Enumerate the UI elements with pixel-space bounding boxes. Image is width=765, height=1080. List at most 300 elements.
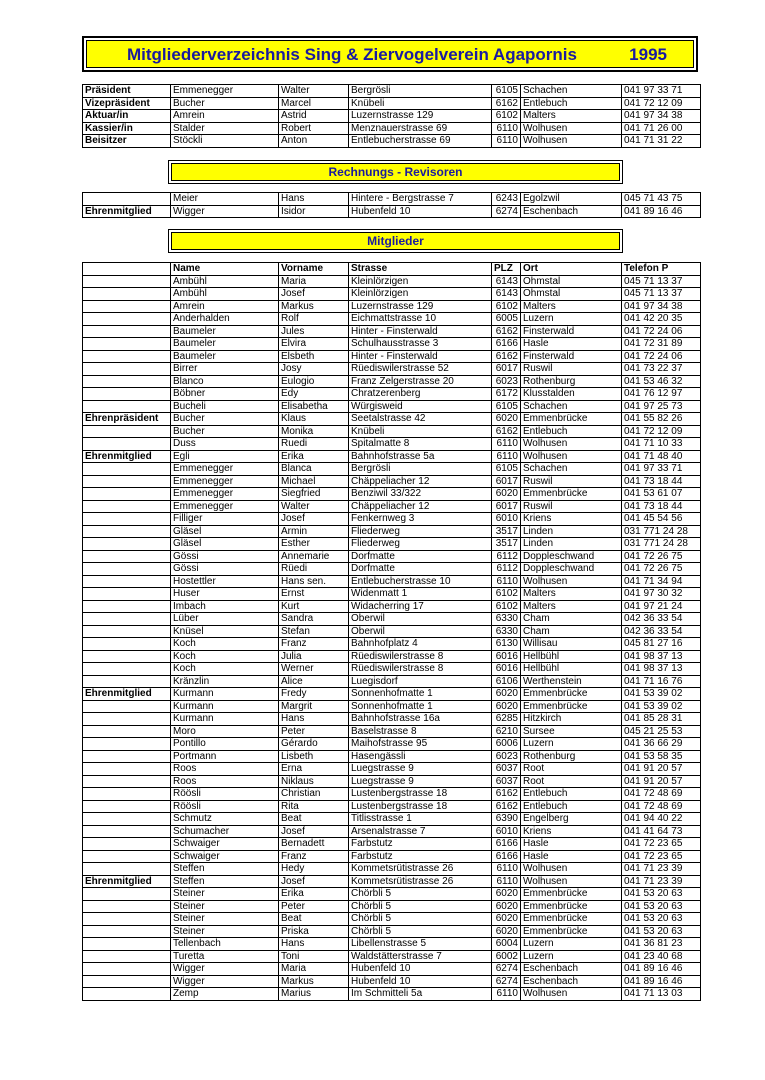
cell-strasse: Fliederweg xyxy=(349,525,492,538)
header-role xyxy=(83,263,171,276)
cell-role xyxy=(83,500,171,513)
cell-role xyxy=(83,438,171,451)
cell-name: Blanco xyxy=(171,375,279,388)
cell-ort: Emmenbrücke xyxy=(521,913,622,926)
cell-plz: 6020 xyxy=(492,688,521,701)
revisoren-table xyxy=(82,192,701,218)
cell-strasse: Hasengässli xyxy=(349,750,492,763)
cell-ort: Klusstalden xyxy=(521,388,622,401)
cell-vorname: Markus xyxy=(279,975,349,988)
cell-vorname: Niklaus xyxy=(279,775,349,788)
table-row xyxy=(83,363,701,376)
cell-name: Schumacher xyxy=(171,825,279,838)
cell-plz: 6010 xyxy=(492,825,521,838)
table-row xyxy=(83,110,701,123)
cell-name: Emmenegger xyxy=(171,85,279,98)
cell-strasse: Kleinlörzigen xyxy=(349,288,492,301)
cell-plz: 6162 xyxy=(492,97,521,110)
cell-vorname: Siegfried xyxy=(279,488,349,501)
cell-name: Gössi xyxy=(171,563,279,576)
document-year: 1995 xyxy=(629,45,667,64)
cell-name: Kurmann xyxy=(171,713,279,726)
cell-strasse: Hubenfeld 10 xyxy=(349,963,492,976)
cell-telefon: 041 72 23 65 xyxy=(622,850,701,863)
cell-strasse: Chörbli 5 xyxy=(349,888,492,901)
cell-name: Anderhalden xyxy=(171,313,279,326)
cell-vorname: Erika xyxy=(279,888,349,901)
cell-telefon: 041 71 48 40 xyxy=(622,450,701,463)
table-row xyxy=(83,475,701,488)
cell-plz: 6162 xyxy=(492,425,521,438)
cell-role: Ehrenmitglied xyxy=(83,875,171,888)
cell-vorname: Isidor xyxy=(279,205,349,218)
table-row xyxy=(83,413,701,426)
cell-name: Stalder xyxy=(171,122,279,135)
cell-name: Schmutz xyxy=(171,813,279,826)
cell-ort: Emmenbrücke xyxy=(521,700,622,713)
cell-name: Lüber xyxy=(171,613,279,626)
cell-telefon: 041 71 26 00 xyxy=(622,122,701,135)
cell-plz: 3517 xyxy=(492,538,521,551)
cell-ort: Schachen xyxy=(521,85,622,98)
document-title-fill xyxy=(86,40,694,68)
table-row xyxy=(83,975,701,988)
cell-plz: 6166 xyxy=(492,850,521,863)
cell-name: Baumeler xyxy=(171,350,279,363)
cell-ort: Egolzwil xyxy=(521,193,622,206)
cell-role xyxy=(83,888,171,901)
members-table-body xyxy=(83,263,701,1001)
cell-ort: Root xyxy=(521,775,622,788)
cell-vorname: Esther xyxy=(279,538,349,551)
cell-ort: Ohmstal xyxy=(521,275,622,288)
cell-strasse: Dorfmatte xyxy=(349,550,492,563)
table-row xyxy=(83,122,701,135)
cell-telefon: 041 89 16 46 xyxy=(622,975,701,988)
cell-name: Emmenegger xyxy=(171,488,279,501)
cell-role xyxy=(83,813,171,826)
cell-plz: 6162 xyxy=(492,800,521,813)
table-row xyxy=(83,663,701,676)
cell-role xyxy=(83,600,171,613)
cell-name: Meier xyxy=(171,193,279,206)
cell-vorname: Beat xyxy=(279,913,349,926)
cell-plz: 6037 xyxy=(492,763,521,776)
cell-role: Ehrenpräsident xyxy=(83,413,171,426)
cell-telefon: 041 71 31 22 xyxy=(622,135,701,148)
cell-strasse: Libellenstrasse 5 xyxy=(349,938,492,951)
table-row xyxy=(83,325,701,338)
cell-plz: 6020 xyxy=(492,913,521,926)
cell-strasse: Farbstutz xyxy=(349,850,492,863)
cell-name: Gläsel xyxy=(171,538,279,551)
cell-name: Bucher xyxy=(171,413,279,426)
cell-telefon: 041 97 30 32 xyxy=(622,588,701,601)
revisoren-title: Rechnungs - Revisoren xyxy=(171,163,620,181)
cell-telefon: 041 98 37 13 xyxy=(622,650,701,663)
cell-role xyxy=(83,788,171,801)
cell-role xyxy=(83,338,171,351)
cell-telefon: 041 42 20 35 xyxy=(622,313,701,326)
cell-strasse: Hubenfeld 10 xyxy=(349,975,492,988)
cell-role xyxy=(83,925,171,938)
table-row xyxy=(83,913,701,926)
cell-strasse: Fenkernweg 3 xyxy=(349,513,492,526)
document-title: Mitgliederverzeichnis Sing & Ziervogelverein Agapornis xyxy=(127,45,577,64)
cell-vorname: Fredy xyxy=(279,688,349,701)
cell-vorname: Klaus xyxy=(279,413,349,426)
cell-role xyxy=(83,550,171,563)
cell-name: Pontillo xyxy=(171,738,279,751)
cell-ort: Entlebuch xyxy=(521,97,622,110)
cell-telefon: 041 97 25 73 xyxy=(622,400,701,413)
cell-strasse: Franz Zelgerstrasse 20 xyxy=(349,375,492,388)
cell-telefon: 041 72 12 09 xyxy=(622,425,701,438)
cell-telefon: 031 771 24 28 xyxy=(622,538,701,551)
cell-strasse: Chörbli 5 xyxy=(349,913,492,926)
cell-vorname: Marius xyxy=(279,988,349,1001)
cell-telefon: 041 91 20 57 xyxy=(622,763,701,776)
table-row xyxy=(83,938,701,951)
cell-vorname: Christian xyxy=(279,788,349,801)
cell-plz: 6010 xyxy=(492,513,521,526)
table-row xyxy=(83,875,701,888)
cell-telefon: 041 45 54 56 xyxy=(622,513,701,526)
cell-telefon: 041 71 10 33 xyxy=(622,438,701,451)
cell-role xyxy=(83,663,171,676)
cell-strasse: Oberwil xyxy=(349,625,492,638)
cell-ort: Linden xyxy=(521,538,622,551)
cell-role xyxy=(83,738,171,751)
cell-role xyxy=(83,750,171,763)
cell-strasse: Bahnhofstrasse 16a xyxy=(349,713,492,726)
cell-ort: Ruswil xyxy=(521,500,622,513)
cell-role: Ehrenmitglied xyxy=(83,450,171,463)
board-table xyxy=(82,84,701,148)
cell-plz: 6105 xyxy=(492,400,521,413)
table-row xyxy=(83,85,701,98)
table-row xyxy=(83,500,701,513)
cell-strasse: Entlebucherstrasse 10 xyxy=(349,575,492,588)
cell-vorname: Margrit xyxy=(279,700,349,713)
cell-telefon: 041 85 28 31 xyxy=(622,713,701,726)
table-row xyxy=(83,300,701,313)
cell-vorname: Peter xyxy=(279,725,349,738)
cell-ort: Engelberg xyxy=(521,813,622,826)
table-row xyxy=(83,193,701,206)
cell-telefon: 045 81 27 16 xyxy=(622,638,701,651)
cell-name: Baumeler xyxy=(171,325,279,338)
table-row xyxy=(83,850,701,863)
cell-role xyxy=(83,850,171,863)
cell-name: Steiner xyxy=(171,888,279,901)
cell-plz: 6017 xyxy=(492,500,521,513)
table-row xyxy=(83,713,701,726)
cell-plz: 6020 xyxy=(492,488,521,501)
cell-telefon: 041 36 81 23 xyxy=(622,938,701,951)
cell-ort: Emmenbrücke xyxy=(521,900,622,913)
cell-telefon: 041 97 34 38 xyxy=(622,110,701,123)
table-row xyxy=(83,788,701,801)
cell-ort: Wolhusen xyxy=(521,988,622,1001)
cell-ort: Luzern xyxy=(521,313,622,326)
table-row xyxy=(83,838,701,851)
cell-strasse: Kleinlörzigen xyxy=(349,275,492,288)
cell-role xyxy=(83,400,171,413)
cell-telefon: 041 53 39 02 xyxy=(622,688,701,701)
table-row xyxy=(83,313,701,326)
cell-plz: 6102 xyxy=(492,110,521,123)
cell-vorname: Elsbeth xyxy=(279,350,349,363)
cell-telefon: 041 97 33 71 xyxy=(622,463,701,476)
cell-ort: Rothenburg xyxy=(521,375,622,388)
cell-vorname: Monika xyxy=(279,425,349,438)
cell-strasse: Maihofstrasse 95 xyxy=(349,738,492,751)
cell-telefon: 041 71 13 03 xyxy=(622,988,701,1001)
cell-telefon: 041 53 58 35 xyxy=(622,750,701,763)
table-row xyxy=(83,338,701,351)
cell-strasse: Chratzerenberg xyxy=(349,388,492,401)
cell-telefon: 041 89 16 46 xyxy=(622,963,701,976)
table-row xyxy=(83,625,701,638)
cell-telefon: 042 36 33 54 xyxy=(622,613,701,626)
cell-role xyxy=(83,913,171,926)
cell-vorname: Erna xyxy=(279,763,349,776)
cell-vorname: Anton xyxy=(279,135,349,148)
cell-name: Wigger xyxy=(171,963,279,976)
cell-strasse: Chörbli 5 xyxy=(349,900,492,913)
cell-telefon: 041 72 24 06 xyxy=(622,350,701,363)
cell-vorname: Astrid xyxy=(279,110,349,123)
cell-telefon: 041 36 66 29 xyxy=(622,738,701,751)
cell-ort: Malters xyxy=(521,110,622,123)
cell-vorname: Elisabetha xyxy=(279,400,349,413)
cell-role xyxy=(83,193,171,206)
cell-strasse: Bahnhofstrasse 5a xyxy=(349,450,492,463)
cell-telefon: 041 53 46 32 xyxy=(622,375,701,388)
cell-ort: Malters xyxy=(521,600,622,613)
cell-role xyxy=(83,825,171,838)
cell-ort: Wolhusen xyxy=(521,122,622,135)
cell-ort: Cham xyxy=(521,625,622,638)
cell-ort: Entlebuch xyxy=(521,425,622,438)
cell-role: Ehrenmitglied xyxy=(83,205,171,218)
cell-plz: 6274 xyxy=(492,963,521,976)
header-telefon: Telefon P xyxy=(622,263,701,276)
cell-vorname: Maria xyxy=(279,275,349,288)
cell-role xyxy=(83,363,171,376)
cell-vorname: Michael xyxy=(279,475,349,488)
cell-strasse: Chäppeliacher 12 xyxy=(349,475,492,488)
cell-plz: 6020 xyxy=(492,700,521,713)
cell-plz: 6390 xyxy=(492,813,521,826)
cell-vorname: Josef xyxy=(279,875,349,888)
cell-plz: 6005 xyxy=(492,313,521,326)
cell-name: Steiner xyxy=(171,900,279,913)
cell-ort: Doppleschwand xyxy=(521,563,622,576)
cell-plz: 6285 xyxy=(492,713,521,726)
cell-ort: Emmenbrücke xyxy=(521,488,622,501)
cell-plz: 6162 xyxy=(492,788,521,801)
cell-strasse: Benziwil 33/322 xyxy=(349,488,492,501)
cell-strasse: Würgisweid xyxy=(349,400,492,413)
cell-vorname: Hedy xyxy=(279,863,349,876)
cell-role xyxy=(83,713,171,726)
table-row xyxy=(83,350,701,363)
cell-role xyxy=(83,388,171,401)
cell-telefon: 041 73 18 44 xyxy=(622,500,701,513)
cell-ort: Cham xyxy=(521,613,622,626)
cell-vorname: Toni xyxy=(279,950,349,963)
cell-ort: Finsterwald xyxy=(521,325,622,338)
cell-strasse: Knübeli xyxy=(349,97,492,110)
cell-name: Kurmann xyxy=(171,688,279,701)
cell-ort: Wolhusen xyxy=(521,863,622,876)
mitglieder-title: Mitglieder xyxy=(171,232,620,250)
cell-role xyxy=(83,625,171,638)
cell-plz: 6105 xyxy=(492,85,521,98)
cell-vorname: Gérardo xyxy=(279,738,349,751)
cell-plz: 6102 xyxy=(492,588,521,601)
table-row xyxy=(83,738,701,751)
table-row xyxy=(83,525,701,538)
cell-strasse: Hubenfeld 10 xyxy=(349,205,492,218)
cell-plz: 6105 xyxy=(492,463,521,476)
cell-telefon: 045 21 25 53 xyxy=(622,725,701,738)
table-row xyxy=(83,400,701,413)
cell-telefon: 045 71 43 75 xyxy=(622,193,701,206)
table-row xyxy=(83,775,701,788)
cell-strasse: Sonnenhofmatte 1 xyxy=(349,700,492,713)
cell-ort: Ruswil xyxy=(521,475,622,488)
cell-role xyxy=(83,300,171,313)
cell-strasse: Im Schmitteli 5a xyxy=(349,988,492,1001)
cell-strasse: Farbstutz xyxy=(349,838,492,851)
cell-role xyxy=(83,763,171,776)
cell-name: Birrer xyxy=(171,363,279,376)
cell-vorname: Walter xyxy=(279,500,349,513)
cell-plz: 6006 xyxy=(492,738,521,751)
cell-name: Bucher xyxy=(171,97,279,110)
cell-vorname: Josy xyxy=(279,363,349,376)
cell-ort: Sursee xyxy=(521,725,622,738)
document-title-box xyxy=(82,36,698,72)
table-row xyxy=(83,463,701,476)
cell-plz: 6112 xyxy=(492,563,521,576)
table-row xyxy=(83,688,701,701)
table-row xyxy=(83,450,701,463)
cell-role xyxy=(83,900,171,913)
cell-telefon: 041 53 39 02 xyxy=(622,700,701,713)
cell-vorname: Kurt xyxy=(279,600,349,613)
cell-strasse: Kommetsrütistrasse 26 xyxy=(349,863,492,876)
cell-name: Steffen xyxy=(171,875,279,888)
cell-vorname: Rolf xyxy=(279,313,349,326)
cell-vorname: Eulogio xyxy=(279,375,349,388)
table-row xyxy=(83,388,701,401)
cell-plz: 6016 xyxy=(492,663,521,676)
table-row xyxy=(83,813,701,826)
cell-name: Turetta xyxy=(171,950,279,963)
cell-vorname: Annemarie xyxy=(279,550,349,563)
cell-ort: Schachen xyxy=(521,400,622,413)
cell-role xyxy=(83,838,171,851)
cell-role xyxy=(83,938,171,951)
cell-plz: 6330 xyxy=(492,625,521,638)
cell-role xyxy=(83,488,171,501)
cell-telefon: 045 71 13 37 xyxy=(622,275,701,288)
cell-telefon: 041 53 20 63 xyxy=(622,900,701,913)
cell-name: Schwaiger xyxy=(171,838,279,851)
table-row xyxy=(83,763,701,776)
cell-strasse: Schulhausstrasse 3 xyxy=(349,338,492,351)
cell-name: Wigger xyxy=(171,205,279,218)
cell-strasse: Lustenbergstrasse 18 xyxy=(349,800,492,813)
cell-vorname: Walter xyxy=(279,85,349,98)
cell-name: Kurmann xyxy=(171,700,279,713)
cell-plz: 6002 xyxy=(492,950,521,963)
cell-vorname: Rüedi xyxy=(279,563,349,576)
table-row xyxy=(83,950,701,963)
cell-strasse: Luegisdorf xyxy=(349,675,492,688)
cell-telefon: 041 73 18 44 xyxy=(622,475,701,488)
cell-vorname: Julia xyxy=(279,650,349,663)
cell-telefon: 041 97 34 38 xyxy=(622,300,701,313)
table-row xyxy=(83,600,701,613)
cell-ort: Wolhusen xyxy=(521,438,622,451)
cell-plz: 6330 xyxy=(492,613,521,626)
cell-role xyxy=(83,950,171,963)
cell-telefon: 041 72 24 06 xyxy=(622,325,701,338)
cell-telefon: 041 97 21 24 xyxy=(622,600,701,613)
cell-strasse: Dorfmatte xyxy=(349,563,492,576)
cell-plz: 6023 xyxy=(492,375,521,388)
header-ort: Ort xyxy=(521,263,622,276)
cell-vorname: Priska xyxy=(279,925,349,938)
board-table-body xyxy=(83,85,701,148)
table-row xyxy=(83,135,701,148)
cell-vorname: Hans xyxy=(279,938,349,951)
cell-vorname: Bernadett xyxy=(279,838,349,851)
cell-name: Tellenbach xyxy=(171,938,279,951)
cell-telefon: 041 72 26 75 xyxy=(622,550,701,563)
cell-ort: Emmenbrücke xyxy=(521,888,622,901)
cell-role: Vizepräsident xyxy=(83,97,171,110)
cell-role xyxy=(83,675,171,688)
table-row xyxy=(83,725,701,738)
cell-ort: Wolhusen xyxy=(521,575,622,588)
cell-vorname: Peter xyxy=(279,900,349,913)
cell-name: Huser xyxy=(171,588,279,601)
cell-role: Beisitzer xyxy=(83,135,171,148)
cell-strasse: Luegstrasse 9 xyxy=(349,775,492,788)
cell-ort: Luzern xyxy=(521,938,622,951)
cell-strasse: Chörbli 5 xyxy=(349,925,492,938)
cell-telefon: 041 89 16 46 xyxy=(622,205,701,218)
cell-name: Kränzlin xyxy=(171,675,279,688)
cell-strasse: Luzernstrasse 129 xyxy=(349,300,492,313)
cell-plz: 6112 xyxy=(492,550,521,563)
cell-plz: 6102 xyxy=(492,600,521,613)
cell-plz: 6166 xyxy=(492,838,521,851)
cell-vorname: Josef xyxy=(279,825,349,838)
cell-ort: Hellbühl xyxy=(521,663,622,676)
table-row xyxy=(83,588,701,601)
cell-role xyxy=(83,425,171,438)
cell-telefon: 041 98 37 13 xyxy=(622,663,701,676)
cell-plz: 6020 xyxy=(492,888,521,901)
cell-vorname: Ruedi xyxy=(279,438,349,451)
